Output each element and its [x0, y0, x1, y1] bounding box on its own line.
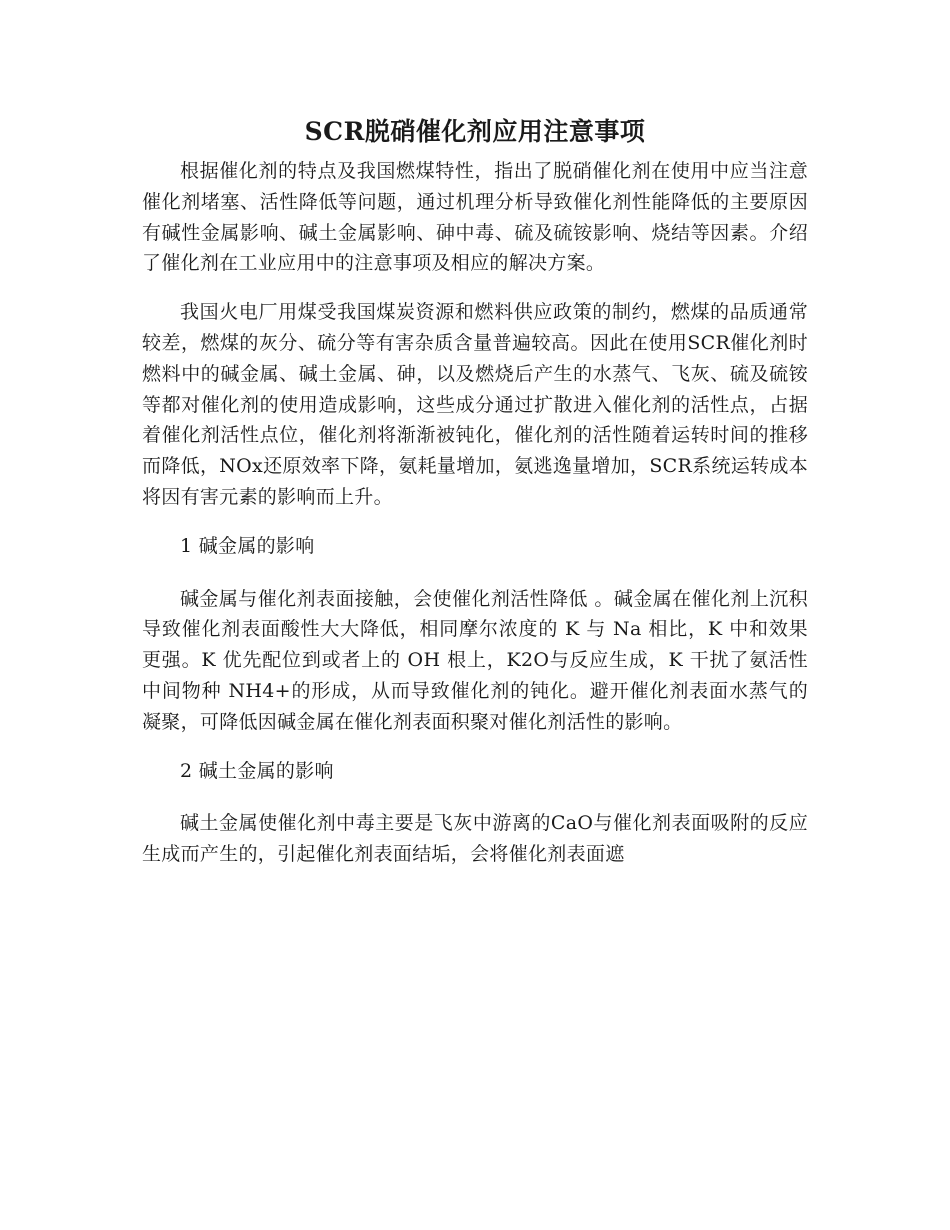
section-paragraph-alkaline-earth-metals: 碱土金属使催化剂中毒主要是飞灰中游离的CaO与催化剂表面吸附的反应生成而产生的，引起催化剂表面结垢，会将催化剂表面遮: [142, 812, 808, 866]
document-title: SCR脱硝催化剂应用注意事项: [304, 117, 646, 146]
document-page: [142, 110, 808, 888]
intro-paragraph: 我国火电厂用煤受我国煤炭资源和燃料供应政策的制约，燃煤的品质通常较差，燃煤的灰分、硫分等有害杂质含量普遍较高。因此在使用SCR催化剂时燃料中的碱金属、碱土金属、砷，以及燃烧后产生的水蒸气、飞灰、硫及硫铵等都对催化剂的使用造成影响，这些成分通过扩散进入催化剂的活性点，占据着催化剂活性点位，催化剂将渐渐被钝化，催化剂的活性随着运转时间的推移而降低，NOx还原效率下降，氨耗量增加，氨逃逸量增加，SCR系统运转成本将因有害元素的影响而上升。: [142, 301, 808, 508]
abstract-paragraph: 根据催化剂的特点及我国燃煤特性，指出了脱硝催化剂在使用中应当注意催化剂堵塞、活性降低等问题，通过机理分析导致催化剂性能降低的主要原因有碱性金属影响、碱土金属影响、砷中毒、硫及硫铵影响、烧结等因素。介绍了催化剂在工业应用中的注意事项及相应的解决方案。: [142, 160, 808, 275]
section-paragraph-alkali-metals: 碱金属与催化剂表面接触，会使催化剂活性降低 。碱金属在催化剂上沉积导致催化剂表面酸性大大降低，相同摩尔浓度的 K 与 Na 相比，K 中和效果更强。K 优先配位到或者上的 OH 根上，K2O与反应生成，K 干扰了氨活性中间物种 NH4+的形成，从而导致催化剂的钝化。避开催化剂表面水蒸气的凝聚，可降低因碱金属在催化剂表面积聚对催化剂活性的影响。: [142, 587, 808, 733]
section-heading-alkali-metals: 1 碱金属的影响: [180, 534, 315, 557]
section-heading-alkaline-earth-metals: 2 碱土金属的影响: [180, 759, 334, 782]
